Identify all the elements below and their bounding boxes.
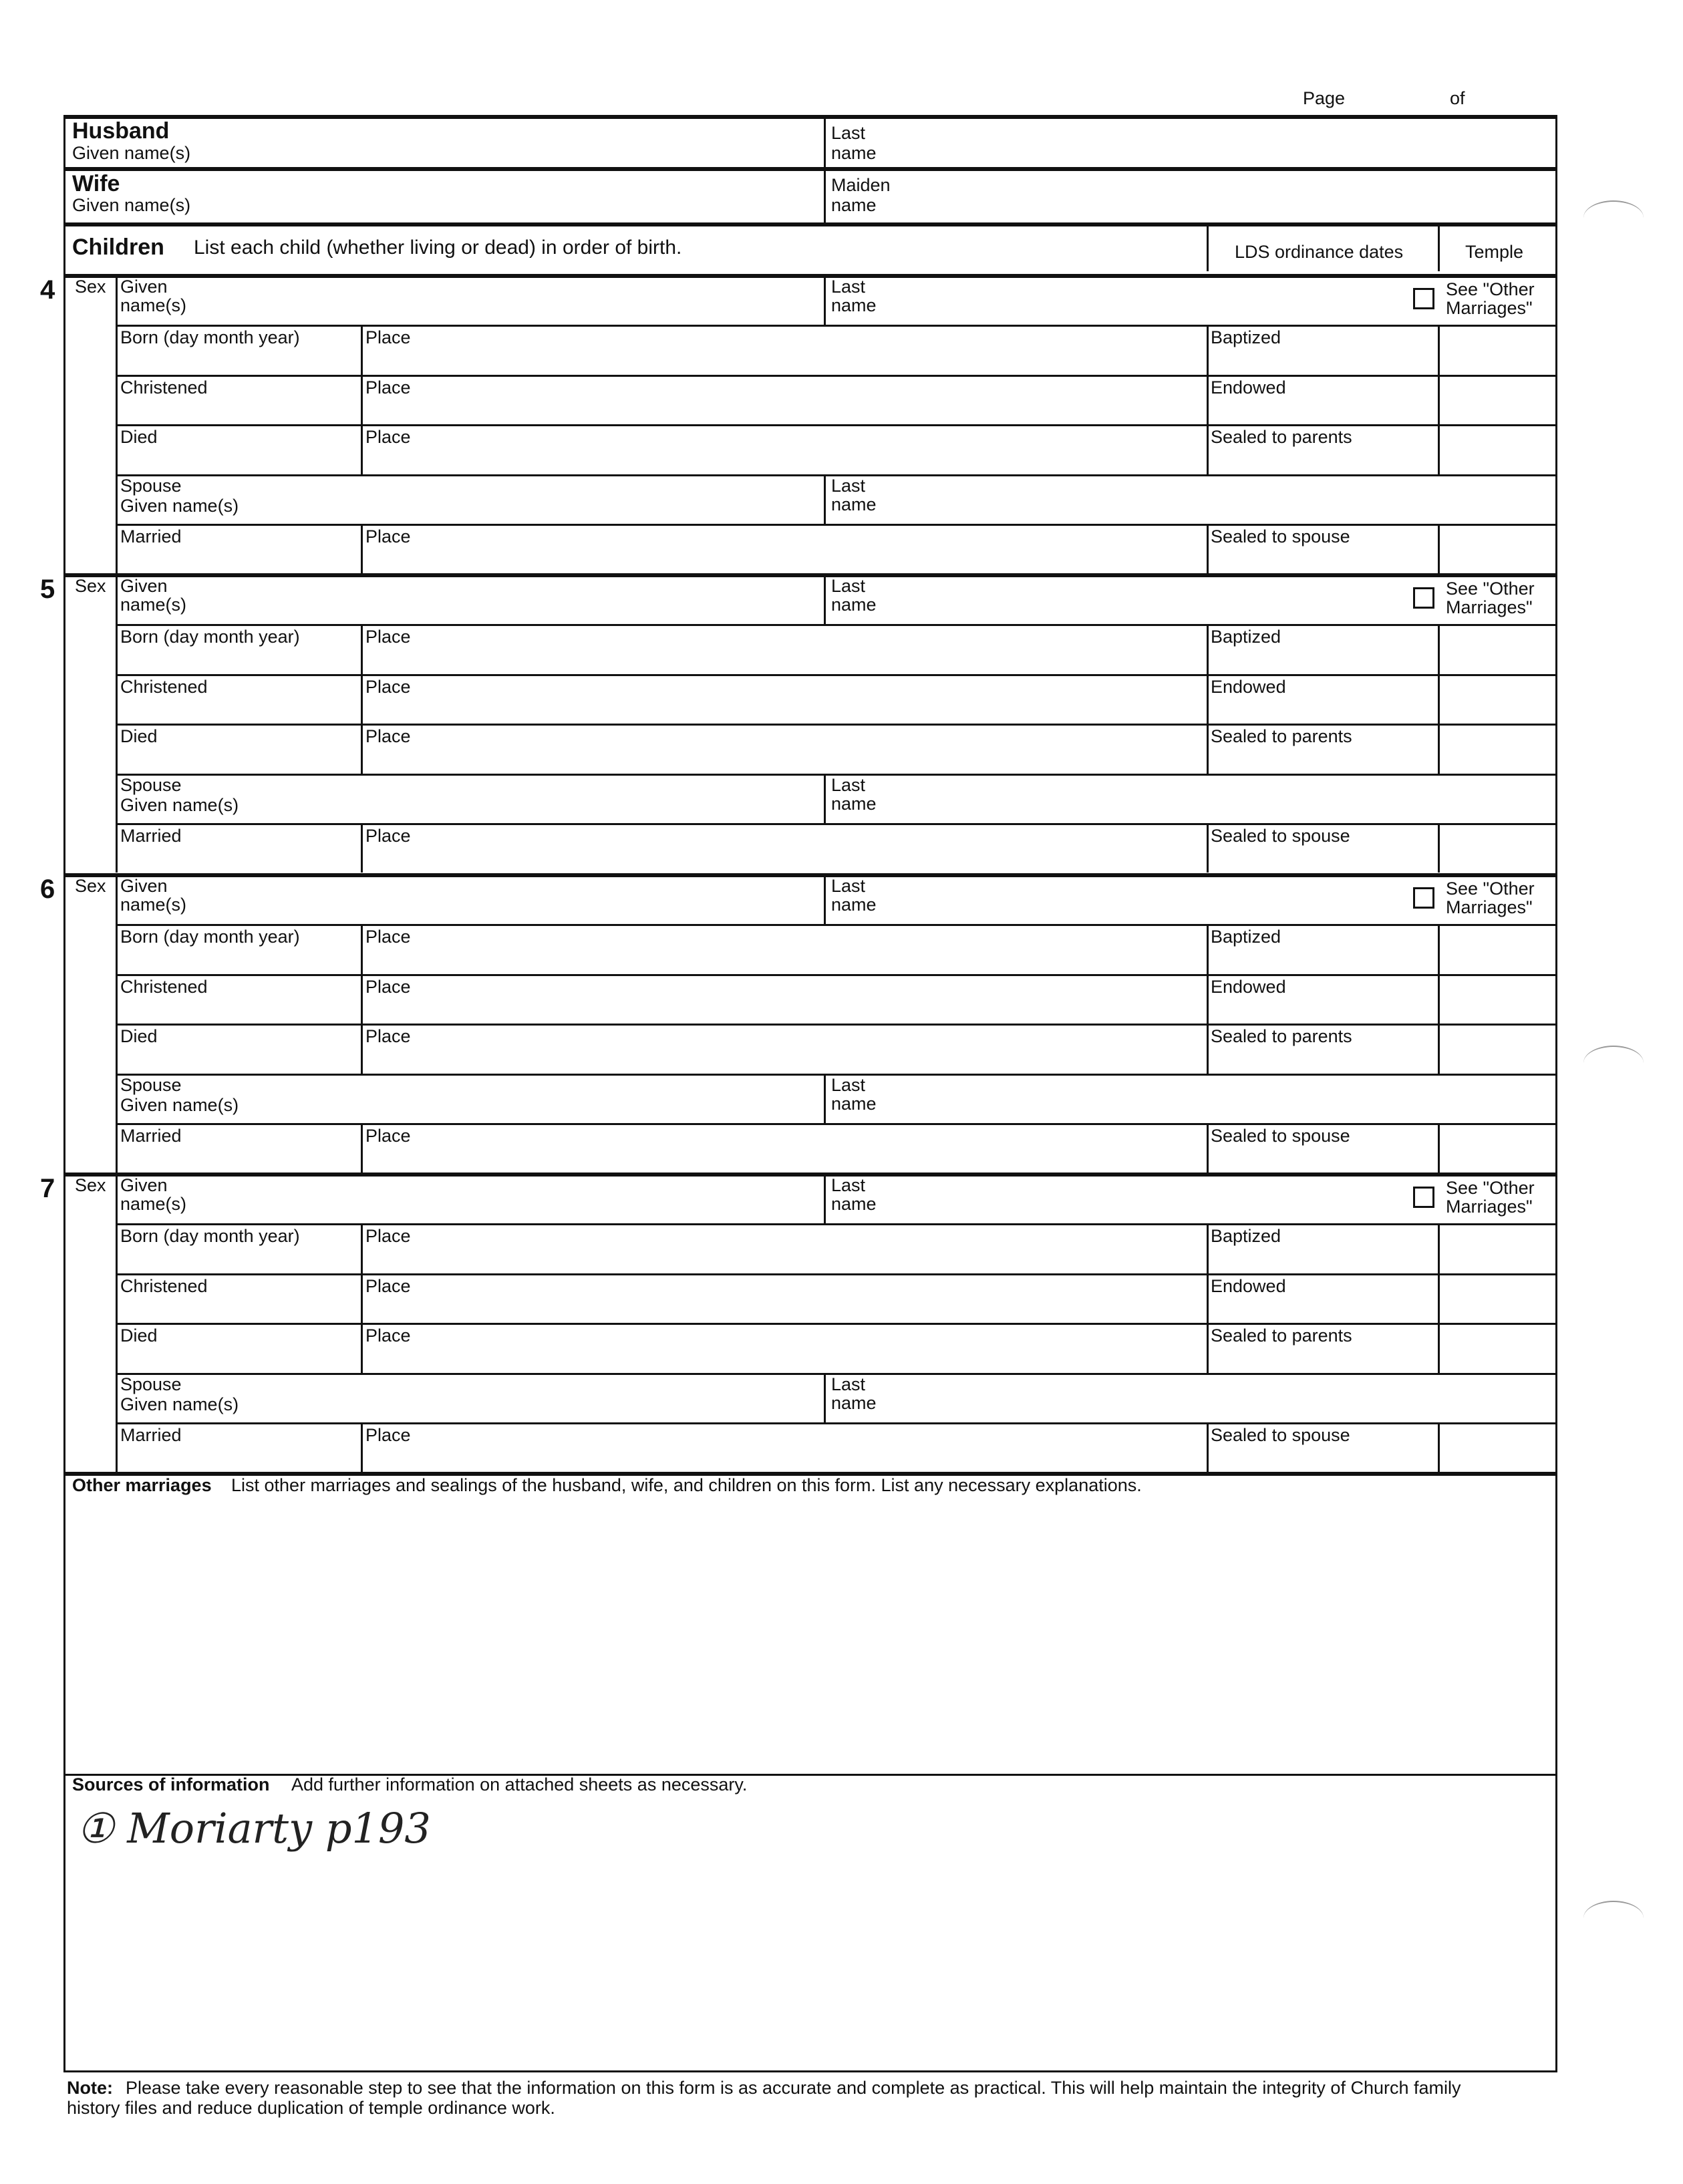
- rule: [361, 1223, 363, 1273]
- child-3-sex-label: Sex: [75, 876, 106, 896]
- rule: [361, 1323, 363, 1373]
- sources-title: Sources of information: [72, 1774, 270, 1795]
- child-1-born-place-label: Place: [365, 327, 411, 347]
- rule: [116, 424, 1557, 426]
- wife-title: Wife: [72, 171, 120, 196]
- rule: [824, 1074, 826, 1123]
- rule: [1438, 724, 1440, 774]
- rule: [1438, 974, 1440, 1024]
- rule: [1207, 524, 1209, 573]
- rule: [361, 424, 363, 474]
- child-3-died-place-label: Place: [365, 1026, 411, 1046]
- rule: [1438, 1422, 1440, 1472]
- rule: [63, 274, 1557, 278]
- child-1-endowed-label: Endowed: [1211, 377, 1286, 398]
- child-1-died-place-label: Place: [365, 427, 411, 447]
- rule: [116, 1024, 1557, 1026]
- rule: [116, 524, 1557, 526]
- child-3-sealed-spouse-label: Sealed to spouse: [1211, 1126, 1350, 1146]
- rule: [1438, 1024, 1440, 1074]
- child-4-last-label-2: name: [831, 1194, 877, 1214]
- child-4-endowed-label: Endowed: [1211, 1276, 1286, 1296]
- rule: [1438, 524, 1440, 573]
- child-4-died-label: Died: [120, 1325, 158, 1346]
- handwritten-source: ① Moriarty p193: [77, 1804, 431, 1853]
- note-title: Note:: [67, 2078, 113, 2098]
- rule: [1207, 674, 1209, 724]
- child-2-born-place-label: Place: [365, 627, 411, 647]
- child-1-see-other-label: See "Other: [1446, 279, 1535, 299]
- rule: [361, 1024, 363, 1074]
- child-3-born-place-label: Place: [365, 927, 411, 947]
- child-4-born-label: Born (day month year): [120, 1226, 300, 1246]
- rule: [116, 573, 118, 873]
- rule: [1207, 823, 1209, 873]
- wife-given-label: Given name(s): [72, 195, 191, 215]
- child-2-given-label-2: name(s): [120, 595, 187, 615]
- rule: [361, 325, 363, 375]
- child-4-married-label: Married: [120, 1425, 182, 1445]
- child-4-christened-label: Christened: [120, 1276, 208, 1296]
- child-2-last-label-2: name: [831, 595, 877, 615]
- child-2-married-place-label: Place: [365, 826, 411, 846]
- rule: [63, 167, 1557, 171]
- child-4-number: 7: [40, 1174, 55, 1203]
- rule: [1207, 1323, 1209, 1373]
- child-2-sex-label: Sex: [75, 576, 106, 596]
- husband-given-label: Given name(s): [72, 143, 191, 163]
- page-label: Page: [1303, 88, 1346, 108]
- child-2-spouse-last-label-2: name: [831, 794, 877, 814]
- rule: [361, 375, 363, 424]
- child-1-spouse-given-label: Given name(s): [120, 496, 239, 516]
- rule: [1438, 224, 1440, 271]
- child-1-died-label: Died: [120, 427, 158, 447]
- child-3-baptized-label: Baptized: [1211, 927, 1281, 947]
- child-2-died-label: Died: [120, 726, 158, 746]
- temple-label: Temple: [1465, 242, 1524, 262]
- child-3-spouse-last-label-2: name: [831, 1094, 877, 1114]
- rule: [63, 873, 1557, 877]
- child-2-born-label: Born (day month year): [120, 627, 300, 647]
- rule: [63, 1173, 1557, 1177]
- rule: [1438, 924, 1440, 974]
- child-1-given-label: Given: [120, 277, 168, 297]
- child-1-number: 4: [40, 275, 55, 305]
- rule: [361, 1123, 363, 1173]
- rule: [1438, 1323, 1440, 1373]
- rule: [116, 724, 1557, 726]
- rule: [1438, 1273, 1440, 1323]
- child-3-other-marriages-checkbox[interactable]: [1413, 887, 1434, 909]
- child-1-last-label-2: name: [831, 295, 877, 315]
- rule: [1438, 624, 1440, 674]
- child-4-see-other-label: See "Other: [1446, 1178, 1535, 1198]
- rule: [1207, 1273, 1209, 1323]
- rule: [63, 573, 1557, 577]
- of-label: of: [1450, 88, 1465, 108]
- rule: [361, 1422, 363, 1472]
- child-2-spouse-label: Spouse: [120, 775, 182, 795]
- rule: [116, 674, 1557, 676]
- note-line-2: history files and reduce duplication of temple ordinance work.: [67, 2098, 555, 2118]
- rule: [361, 524, 363, 573]
- child-4-spouse-last-label-2: name: [831, 1393, 877, 1413]
- child-4-given-label-2: name(s): [120, 1194, 187, 1214]
- child-4-died-place-label: Place: [365, 1325, 411, 1346]
- husband-last-label: Last: [831, 123, 866, 143]
- child-2-sealed-parents-label: Sealed to parents: [1211, 726, 1352, 746]
- rule: [1207, 624, 1209, 674]
- child-2-number: 5: [40, 575, 55, 604]
- child-3-number: 6: [40, 875, 55, 904]
- rule: [116, 924, 1557, 926]
- child-3-sealed-parents-label: Sealed to parents: [1211, 1026, 1352, 1046]
- child-4-given-label: Given: [120, 1175, 168, 1195]
- rule: [116, 1323, 1557, 1325]
- child-1-sealed-parents-label: Sealed to parents: [1211, 427, 1352, 447]
- husband-last-label-2: name: [831, 143, 877, 163]
- child-1-christened-label: Christened: [120, 377, 208, 398]
- child-1-spouse-last-label-2: name: [831, 494, 877, 514]
- rule: [1207, 924, 1209, 974]
- child-2-endowed-label: Endowed: [1211, 677, 1286, 697]
- child-1-married-place-label: Place: [365, 526, 411, 547]
- child-3-married-label: Married: [120, 1126, 182, 1146]
- rule: [116, 1422, 1557, 1424]
- child-1-baptized-label: Baptized: [1211, 327, 1281, 347]
- child-2-baptized-label: Baptized: [1211, 627, 1281, 647]
- rule: [824, 1173, 826, 1223]
- rule: [63, 222, 1557, 226]
- child-3-last-label: Last: [831, 876, 866, 896]
- rule: [63, 115, 1557, 119]
- child-2-see-other-label: See "Other: [1446, 579, 1535, 599]
- child-3-born-label: Born (day month year): [120, 927, 300, 947]
- rule: [1438, 375, 1440, 424]
- child-1-sex-label: Sex: [75, 277, 106, 297]
- child-3-given-label-2: name(s): [120, 895, 187, 915]
- wife-maiden-label-2: name: [831, 195, 877, 215]
- children-instruction: List each child (whether living or dead) in order of birth.: [194, 237, 682, 259]
- child-3-spouse-label: Spouse: [120, 1075, 182, 1095]
- child-4-spouse-last-label: Last: [831, 1374, 866, 1394]
- husband-title: Husband: [72, 118, 170, 144]
- note-line-1: Please take every reasonable step to see that the information on this form is as accurate and complete as practical. This will help maintain the integrity of Church family: [126, 2078, 1461, 2098]
- child-3-married-place-label: Place: [365, 1126, 411, 1146]
- rule: [116, 1123, 1557, 1125]
- child-2-last-label: Last: [831, 576, 866, 596]
- child-4-christened-place-label: Place: [365, 1276, 411, 1296]
- lds-ordinance-label: LDS ordinance dates: [1235, 242, 1404, 262]
- rule: [1207, 1223, 1209, 1273]
- wife-maiden-label: Maiden: [831, 175, 891, 195]
- child-4-spouse-given-label: Given name(s): [120, 1394, 239, 1414]
- child-2-christened-place-label: Place: [365, 677, 411, 697]
- rule: [116, 823, 1557, 825]
- rule: [116, 1273, 1557, 1275]
- child-1-spouse-last-label: Last: [831, 476, 866, 496]
- rule: [63, 1774, 1557, 1776]
- rule: [361, 624, 363, 674]
- rule: [116, 873, 118, 1173]
- rule: [116, 974, 1557, 976]
- rule: [116, 1173, 118, 1472]
- rule: [824, 573, 826, 624]
- form-frame: [63, 115, 1557, 2072]
- child-1-married-label: Married: [120, 526, 182, 547]
- child-4-married-place-label: Place: [365, 1425, 411, 1445]
- rule: [1207, 325, 1209, 375]
- child-1-born-label: Born (day month year): [120, 327, 300, 347]
- child-3-last-label-2: name: [831, 895, 877, 915]
- rule: [1438, 674, 1440, 724]
- child-2-sealed-spouse-label: Sealed to spouse: [1211, 826, 1350, 846]
- rule: [1438, 1223, 1440, 1273]
- child-3-died-label: Died: [120, 1026, 158, 1046]
- child-3-given-label: Given: [120, 876, 168, 896]
- child-4-sealed-parents-label: Sealed to parents: [1211, 1325, 1352, 1346]
- child-1-see-other-label-2: Marriages": [1446, 298, 1533, 318]
- rule: [1207, 1024, 1209, 1074]
- rule: [116, 375, 1557, 377]
- rule: [116, 325, 1557, 327]
- child-4-sex-label: Sex: [75, 1175, 106, 1195]
- binder-hole-mark: [1583, 200, 1644, 235]
- child-4-spouse-label: Spouse: [120, 1374, 182, 1394]
- rule: [361, 823, 363, 873]
- child-2-spouse-given-label: Given name(s): [120, 795, 239, 815]
- rule: [824, 774, 826, 823]
- child-4-last-label: Last: [831, 1175, 866, 1195]
- rule: [361, 1273, 363, 1323]
- child-3-see-other-label: See "Other: [1446, 879, 1535, 899]
- child-3-spouse-last-label: Last: [831, 1075, 866, 1095]
- child-3-christened-label: Christened: [120, 977, 208, 997]
- child-1-other-marriages-checkbox[interactable]: [1413, 288, 1434, 309]
- rule: [1438, 325, 1440, 375]
- rule: [361, 724, 363, 774]
- other-marriages-title: Other marriages: [72, 1475, 212, 1495]
- binder-hole-mark: [1583, 1046, 1644, 1080]
- child-2-see-other-label-2: Marriages": [1446, 597, 1533, 617]
- child-4-sealed-spouse-label: Sealed to spouse: [1211, 1425, 1350, 1445]
- child-1-last-label: Last: [831, 277, 866, 297]
- child-3-see-other-label-2: Marriages": [1446, 897, 1533, 917]
- child-1-given-label-2: name(s): [120, 295, 187, 315]
- children-title: Children: [72, 235, 164, 260]
- rule: [1207, 974, 1209, 1024]
- child-4-other-marriages-checkbox[interactable]: [1413, 1187, 1434, 1208]
- rule: [824, 873, 826, 924]
- rule: [1438, 1123, 1440, 1173]
- rule: [116, 274, 118, 573]
- rule: [1438, 424, 1440, 474]
- rule: [361, 924, 363, 974]
- rule: [1207, 224, 1209, 271]
- child-1-christened-place-label: Place: [365, 377, 411, 398]
- child-2-given-label: Given: [120, 576, 168, 596]
- child-4-baptized-label: Baptized: [1211, 1226, 1281, 1246]
- rule: [116, 1223, 1557, 1225]
- rule: [116, 624, 1557, 626]
- child-3-christened-place-label: Place: [365, 977, 411, 997]
- child-2-spouse-last-label: Last: [831, 775, 866, 795]
- child-2-christened-label: Christened: [120, 677, 208, 697]
- binder-hole-mark: [1583, 1901, 1644, 1935]
- child-3-endowed-label: Endowed: [1211, 977, 1286, 997]
- rule: [1207, 424, 1209, 474]
- child-2-married-label: Married: [120, 826, 182, 846]
- child-2-died-place-label: Place: [365, 726, 411, 746]
- other-marriages-instruction: List other marriages and sealings of the husband, wife, and children on this form. List any necessary explanations.: [231, 1475, 1142, 1495]
- rule: [824, 474, 826, 524]
- rule: [1207, 375, 1209, 424]
- rule: [361, 674, 363, 724]
- sources-instruction: Add further information on attached sheets as necessary.: [291, 1774, 748, 1795]
- child-1-spouse-label: Spouse: [120, 476, 182, 496]
- child-4-see-other-label-2: Marriages": [1446, 1197, 1533, 1217]
- rule: [1438, 823, 1440, 873]
- child-2-other-marriages-checkbox[interactable]: [1413, 587, 1434, 609]
- child-3-spouse-given-label: Given name(s): [120, 1095, 239, 1115]
- child-1-sealed-spouse-label: Sealed to spouse: [1211, 526, 1350, 547]
- rule: [1207, 1422, 1209, 1472]
- rule: [1207, 724, 1209, 774]
- rule: [1207, 1123, 1209, 1173]
- rule: [824, 1373, 826, 1422]
- rule: [361, 974, 363, 1024]
- child-4-born-place-label: Place: [365, 1226, 411, 1246]
- rule: [824, 274, 826, 325]
